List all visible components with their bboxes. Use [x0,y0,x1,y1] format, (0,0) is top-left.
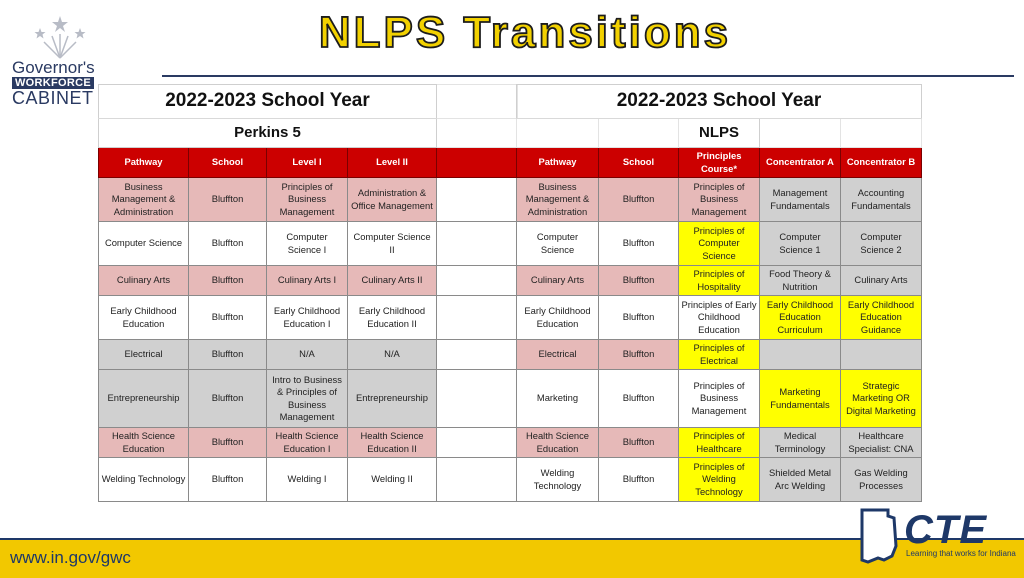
nlps-table-cell: Medical Terminology [760,428,841,458]
perkins-table-cell: Bluffton [189,340,267,370]
nlps-table-cell: Strategic Marketing OR Digital Marketing [841,370,922,428]
nlps-table-row [517,370,922,428]
perkins-table-cell: Welding I [267,458,348,502]
perkins-table-cell: N/A [348,340,437,370]
nlps-subtitle: NLPS [679,119,760,148]
perkins-table-row [99,370,518,428]
page-title: NLPS Transitions [318,8,732,57]
footer-url[interactable]: www.in.gov/gwc [10,548,131,567]
perkins-table-cell: Principles of Business Management [267,178,348,222]
stars-torch-icon [30,14,90,60]
perkins-table-cell: Electrical [99,340,189,370]
perkins-table-cell: Health Science Education [99,428,189,458]
nlps-table-cell: Bluffton [599,222,679,266]
perkins-table-cell: Culinary Arts II [348,266,437,296]
nlps-table-cell: Bluffton [599,428,679,458]
nlps-table-cell [841,340,922,370]
perkins-table-cell: Welding Technology [99,458,189,502]
perkins-table-cell: Computer Science I [267,222,348,266]
nlps-table-cell: Health Science Education [517,428,599,458]
perkins-table-row [99,428,518,458]
logo-line-1: Governor's [12,58,95,77]
nlps-table-cell: Computer Science [517,222,599,266]
perkins-table-cell: Bluffton [189,458,267,502]
perkins-table-cell: Bluffton [189,178,267,222]
perkins-header-cell: Pathway [99,148,189,178]
nlps-table-row [517,222,922,266]
nlps-table-cell: Shielded Metal Arc Welding [760,458,841,502]
nlps-table-cell: Culinary Arts [517,266,599,296]
perkins-table-cell: Intro to Business & Principles of Business Management [267,370,348,428]
nlps-table-cell: Computer Science 2 [841,222,922,266]
perkins-table-row [99,266,518,296]
nlps-table-cell: Principles of Hospitality [679,266,760,296]
nlps-table-cell: Accounting Fundamentals [841,178,922,222]
nlps-table-cell: Bluffton [599,340,679,370]
nlps-table-row [517,428,922,458]
nlps-header-cell: School [599,148,679,178]
nlps-table-cell: Principles of Welding Technology [679,458,760,502]
nlps-table-cell: Management Fundamentals [760,178,841,222]
nlps-year-heading: 2022-2023 School Year [517,85,922,119]
logo-line-2: WORKFORCE [12,77,94,89]
nlps-table-cell [760,340,841,370]
nlps-table-cell: Early Childhood Education [517,296,599,340]
perkins-table-row [99,296,518,340]
perkins-table-cell: Business Management & Administration [99,178,189,222]
cte-wordmark: CTE [904,508,987,552]
cte-logo [858,506,1018,570]
perkins-table-cell: Bluffton [189,428,267,458]
perkins-table-cell: Entrepreneurship [348,370,437,428]
perkins-table-cell: Computer Science [99,222,189,266]
nlps-table-cell: Computer Science 1 [760,222,841,266]
nlps-table-row [517,178,922,222]
nlps-table-cell: Marketing Fundamentals [760,370,841,428]
perkins-table-cell: Health Science Education II [348,428,437,458]
perkins-year-heading: 2022-2023 School Year [99,85,437,119]
perkins-table-cell: Welding II [348,458,437,502]
nlps-table-cell: Bluffton [599,370,679,428]
nlps-table-cell: Welding Technology [517,458,599,502]
perkins-table-row [99,340,518,370]
nlps-table-cell: Principles of Computer Science [679,222,760,266]
nlps-table-row [517,340,922,370]
nlps-table-cell: Principles of Early Childhood Education [679,296,760,340]
perkins-table-cell: Bluffton [189,296,267,340]
nlps-table-cell: Marketing [517,370,599,428]
perkins-table-cell: Early Childhood Education I [267,296,348,340]
perkins-table-row [99,178,518,222]
nlps-table-cell: Electrical [517,340,599,370]
nlps-table-cell: Bluffton [599,296,679,340]
nlps-table-cell: Early Childhood Education Curriculum [760,296,841,340]
perkins-table-cell: Administration & Office Management [348,178,437,222]
nlps-header-cell: Pathway [517,148,599,178]
nlps-table-row [517,296,922,340]
nlps-table-cell: Business Management & Administration [517,178,599,222]
nlps-table-cell: Principles of Business Management [679,370,760,428]
nlps-header-cell: Principles Course* [679,148,760,178]
perkins-table-cell: Culinary Arts [99,266,189,296]
nlps-table-cell: Principles of Business Management [679,178,760,222]
perkins-table-cell: Bluffton [189,222,267,266]
nlps-table-cell: Food Theory & Nutrition [760,266,841,296]
nlps-table-row [517,266,922,296]
perkins-table-cell: Computer Science II [348,222,437,266]
perkins-table-cell: Early Childhood Education II [348,296,437,340]
perkins-table-cell: Culinary Arts I [267,266,348,296]
nlps-table-cell: Healthcare Specialist: CNA [841,428,922,458]
perkins-table [98,84,518,502]
logo-line-3: CABINET [12,88,94,108]
nlps-table-cell: Bluffton [599,458,679,502]
nlps-table-cell: Principles of Electrical [679,340,760,370]
nlps-table [516,84,922,502]
perkins-table-cell: N/A [267,340,348,370]
nlps-header-cell: Concentrator A [760,148,841,178]
perkins-table-cell: Bluffton [189,370,267,428]
perkins-table-cell: Early Childhood Education [99,296,189,340]
nlps-table-row [517,458,922,502]
cte-tagline: Learning that works for Indiana [906,549,1016,558]
perkins-table-row [99,222,518,266]
title-divider [162,75,1014,77]
perkins-header-cell: Level II [348,148,437,178]
perkins-table-row [99,458,518,502]
indiana-state-icon [858,506,904,566]
perkins-subtitle: Perkins 5 [99,119,437,148]
perkins-header-cell: Level I [267,148,348,178]
nlps-table-cell: Gas Welding Processes [841,458,922,502]
nlps-table-cell: Bluffton [599,266,679,296]
nlps-header-cell: Concentrator B [841,148,922,178]
perkins-table-cell: Entrepreneurship [99,370,189,428]
nlps-table-cell: Culinary Arts [841,266,922,296]
nlps-table-cell: Bluffton [599,178,679,222]
nlps-table-cell: Principles of Healthcare [679,428,760,458]
perkins-table-cell: Bluffton [189,266,267,296]
perkins-table-cell: Health Science Education I [267,428,348,458]
perkins-header-cell: School [189,148,267,178]
nlps-table-cell: Early Childhood Education Guidance [841,296,922,340]
